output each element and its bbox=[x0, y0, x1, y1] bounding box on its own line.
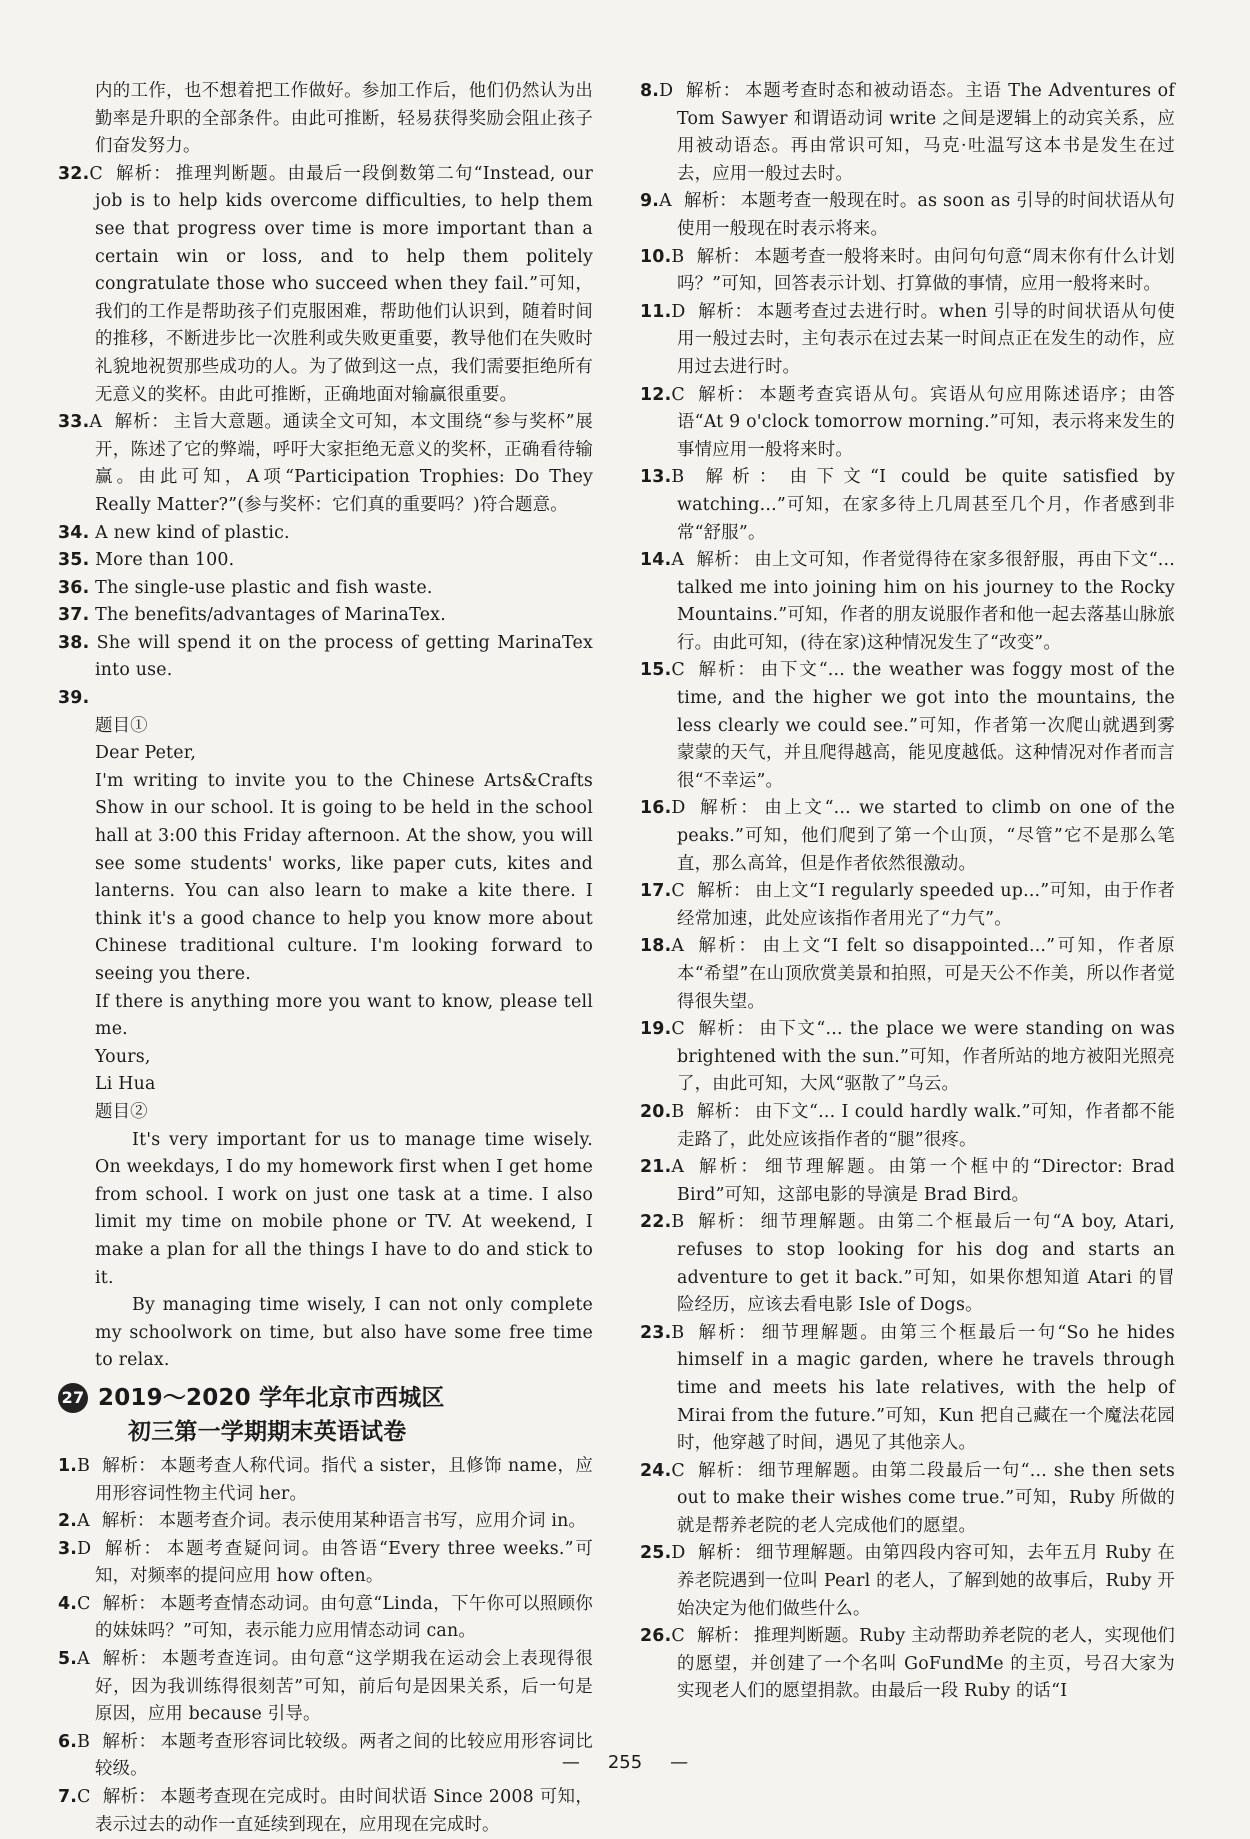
explanation-text: 本题考查现在完成时。由时间状语 Since 2008 可知，表示过去的动作一直延续到现在，应用现在完成时。 bbox=[95, 1787, 593, 1835]
item-number: 2. bbox=[58, 1511, 78, 1532]
item-number: 18. bbox=[640, 936, 672, 957]
answer-letter: A bbox=[659, 191, 672, 212]
item-number: 25. bbox=[640, 1543, 672, 1564]
explanation-label: 解析： bbox=[696, 246, 751, 267]
explanation-text: 细节理解题。由第二个框最后一句“A boy, Atari, refuses to stop looking for his dog and starts an adventure to get it back.”可知，如果你想知道 Atari 的冒险经历，应该去看电影 Isle of Dogs。 bbox=[677, 1212, 1175, 1316]
explanation-text: 本题考查形容词比较级。两者之间的比较应用形容词比较级。 bbox=[95, 1731, 593, 1780]
answer-letter: D bbox=[671, 1543, 686, 1564]
item-number: 22. bbox=[640, 1212, 672, 1233]
page-number-footer bbox=[0, 1752, 1250, 1773]
explanation-label: 解析： bbox=[102, 1731, 157, 1752]
answer-letter: C bbox=[671, 1626, 685, 1647]
explanation-text: 由下文“... I could hardly walk.”可知，作者都不能走路了，此处应该指作者的“腿”很疼。 bbox=[677, 1101, 1175, 1150]
left-column bbox=[58, 78, 593, 1839]
explanation-text: 本题考查时态和被动语态。主语 The Adventures of Tom Sawyer 和谓语动词 write 之间是逻辑上的动宾关系，应用被动语态。再由常识可知，马克·吐温写这本书是发生在过去，应用一般过去时。 bbox=[677, 81, 1175, 184]
answer-item-12 bbox=[640, 382, 1175, 465]
section-heading bbox=[58, 1383, 593, 1447]
explanation-label: 解析： bbox=[102, 1455, 157, 1476]
dash-left: — bbox=[561, 1752, 580, 1773]
explanation-label: 解析： bbox=[696, 1322, 758, 1343]
explanation-label: 解析： bbox=[696, 384, 756, 405]
answer-item-26 bbox=[640, 1623, 1175, 1706]
explanation-label: 解析： bbox=[696, 1212, 757, 1233]
answer-item-1 bbox=[58, 1453, 593, 1508]
explanation-text: 由上文“I felt so disappointed...”可知，作者原本“希望”在山顶欣赏美景和拍照，可是天公不作美，所以作者觉得很失望。 bbox=[677, 936, 1175, 1012]
section-title-line-2: 初三第一学期期末英语试卷 bbox=[128, 1418, 407, 1445]
answer-item-35 bbox=[58, 547, 593, 575]
explanation-label: 解析： bbox=[697, 798, 761, 819]
explanation-text: 本题考查介词。表示使用某种语言书写，应用介词 in。 bbox=[158, 1511, 587, 1532]
item-number: 9. bbox=[640, 191, 660, 212]
explanation-text: 由下文“I could be quite satisfied by watching...”可知，在家多待上几周甚至几个月，作者感到非常“舒服”。 bbox=[677, 467, 1175, 543]
answer-letter: C bbox=[671, 1019, 685, 1040]
explanation-text: 推理判断题。由最后一段倒数第二句“Instead, our job is to help kids overcome difficulties, to help them see that progress over time is more important than a certain win or loss, and to help them politely congratulate those who succeed when they fail.”可知，我们的工作是帮助孩子们克服困难，帮助他们认识到，随着时间的推移，不断进步比一次胜利或失败更重要，教导他们在失败时礼貌地祝贺那些成功的人。为了做到这一点，我们需要拒绝所有无意义的奖杯。由此可推断，正确地面对输赢很重要。 bbox=[95, 163, 593, 405]
answer-letter: B bbox=[77, 1455, 91, 1476]
answer-letter: A bbox=[77, 1649, 90, 1670]
explanation-label: 解析： bbox=[685, 81, 742, 101]
item-number: 14. bbox=[640, 550, 672, 571]
answer-letter: B bbox=[671, 246, 685, 267]
explanation-label: 解析： bbox=[101, 1649, 158, 1670]
item-number: 35. bbox=[58, 550, 90, 571]
explanation-text: 由下文“... the place we were standing on was brightened with the sun.”可知，作者所站的地方被阳光照亮了，由此可知，大风“驱散了”乌云。 bbox=[677, 1019, 1175, 1095]
answer-letter: C bbox=[77, 1787, 91, 1808]
essay-paragraph-2: By managing time wisely, I can not only complete my schoolwork on time, but also have some free time to relax. bbox=[95, 1295, 593, 1371]
section-number-badge: 27 bbox=[58, 1383, 88, 1413]
item-number: 15. bbox=[640, 660, 672, 681]
explanation-label: 解析： bbox=[696, 550, 751, 571]
answer-item-18 bbox=[640, 933, 1175, 1016]
answer-item-4 bbox=[58, 1591, 593, 1646]
answer-item-19 bbox=[640, 1016, 1175, 1099]
explanation-text: 由上文“... we started to climb on one of the peaks.”可知，他们爬到了第一个山顶，“尽管”它不是那么笔直，那么高耸，但是作者依然很激动。 bbox=[677, 798, 1175, 874]
answer-letter: D bbox=[77, 1538, 92, 1559]
item-number: 33. bbox=[58, 412, 90, 433]
explanation-text: 由上文可知，作者觉得待在家多很舒服，再由下文“... talked me into joining him on his journey to the Rocky Mountains.”可知，作者的朋友说服作者和他一起去落基山脉旅行。由此可知，(待在家)这种情况发生了“改变”。 bbox=[677, 550, 1175, 653]
item-number: 1. bbox=[58, 1455, 78, 1476]
item-number: 38. bbox=[58, 632, 90, 653]
item-number: 7. bbox=[58, 1787, 78, 1808]
answer-item-15 bbox=[640, 657, 1175, 795]
page-number: 255 bbox=[607, 1752, 643, 1773]
explanation-label: 解析： bbox=[696, 1019, 756, 1040]
item-number: 24. bbox=[640, 1460, 672, 1481]
explanation-label: 解析： bbox=[683, 191, 737, 212]
answer-text: A new kind of plastic. bbox=[95, 522, 290, 543]
item-number: 19. bbox=[640, 1019, 672, 1040]
item-number: 6. bbox=[58, 1731, 78, 1752]
answer-item-25 bbox=[640, 1540, 1175, 1623]
explanation-label: 解析： bbox=[697, 1543, 753, 1564]
answer-item-24 bbox=[640, 1458, 1175, 1541]
answer-item-36 bbox=[58, 575, 593, 603]
answer-item-33 bbox=[58, 409, 593, 519]
topic-one-label: 题目① bbox=[95, 715, 148, 736]
explanation-text: 细节理解题。由第三个框最后一句“So he hides himself in a magic garden, where he travels through time and meets his late relatives, with the help of Mirai from the future.”可知，Kun 把自己藏在一个魔法花园时，他穿越了时间，遇见了其他亲人。 bbox=[677, 1322, 1175, 1454]
explanation-text: 本题考查连词。由句意“这学期我在运动会上表现得很好，因为我训练得很刻苦”可知，前后句是因果关系，后一句是原因，应用 because 引导。 bbox=[95, 1649, 593, 1725]
item-number: 5. bbox=[58, 1649, 78, 1670]
answer-item-8 bbox=[640, 78, 1175, 188]
explanation-label: 解析： bbox=[697, 301, 753, 322]
explanation-text: 细节理解题。由第一个框中的“Director: Brad Bird”可知，这部电影的导演是 Brad Bird。 bbox=[677, 1157, 1175, 1205]
section-title-line-1: 2019～2020 学年北京市西城区 bbox=[98, 1384, 445, 1411]
answer-item-39 bbox=[58, 685, 593, 713]
item-number: 36. bbox=[58, 577, 90, 598]
answer-letter: D bbox=[671, 301, 686, 322]
item-number: 34. bbox=[58, 522, 90, 543]
item-number: 13. bbox=[640, 467, 672, 488]
item-number: 16. bbox=[640, 798, 672, 819]
continued-explanation: 内的工作，也不想着把工作做好。参加工作后，他们仍然认为出勤率是升职的全部条件。由此可推断，轻易获得奖励会阻止孩子们奋发努力。 bbox=[95, 81, 593, 157]
item-number: 20. bbox=[640, 1101, 672, 1122]
explanation-text: 推理判断题。Ruby 主动帮助养老院的老人，实现他们的愿望，并创建了一个名叫 GoFundMe 的主页，号召大家为实现老人们的愿望捐款。由最后一段 Ruby 的话“I bbox=[677, 1626, 1175, 1702]
answer-text: She will spend it on the process of getting MarinaTex into use. bbox=[95, 632, 593, 681]
answer-item-22 bbox=[640, 1209, 1175, 1319]
answer-letter: B bbox=[671, 467, 685, 488]
answer-letter: D bbox=[659, 81, 674, 101]
item-number: 21. bbox=[640, 1157, 672, 1178]
item-number: 11. bbox=[640, 301, 672, 322]
answer-letter: C bbox=[671, 881, 685, 902]
letter-closing: Yours, bbox=[95, 1046, 151, 1067]
answer-item-21 bbox=[640, 1154, 1175, 1209]
item-number: 26. bbox=[640, 1626, 672, 1647]
answer-item-37 bbox=[58, 602, 593, 630]
explanation-text: 本题考查人称代词。指代 a sister，且修饰 name，应用形容词性物主代词 her。 bbox=[95, 1455, 593, 1504]
answer-text: The single-use plastic and fish waste. bbox=[95, 577, 433, 598]
explanation-label: 解析： bbox=[102, 1787, 157, 1808]
explanation-text: 由上文“I regularly speeded up...”可知，由于作者经常加速，此处应该指作者用光了“力气”。 bbox=[677, 881, 1175, 929]
answer-item-20 bbox=[640, 1099, 1175, 1154]
explanation-text: 本题考查过去进行时。when 引导的时间状语从句使用一般过去时，主句表示在过去某一时间点正在发生的动作，应用过去进行时。 bbox=[677, 301, 1175, 377]
explanation-text: 本题考查情态动词。由句意“Linda，下午你可以照顾你的妹妹吗？”可知，表示能力应用情态动词 can。 bbox=[95, 1593, 593, 1642]
answer-item-10 bbox=[640, 244, 1175, 299]
explanation-label: 解析： bbox=[696, 467, 786, 488]
answer-item-14 bbox=[640, 547, 1175, 657]
answer-letter: A bbox=[77, 1511, 90, 1532]
letter-greeting: Dear Peter, bbox=[95, 743, 197, 764]
answer-item-34 bbox=[58, 520, 593, 548]
answer-item-32 bbox=[58, 161, 593, 409]
explanation-label: 解析： bbox=[114, 163, 172, 184]
explanation-label: 解析： bbox=[696, 936, 759, 957]
explanation-label: 解析： bbox=[696, 1157, 761, 1178]
item-number: 23. bbox=[640, 1322, 672, 1343]
answer-letter: C bbox=[77, 1593, 91, 1614]
item-number: 10. bbox=[640, 246, 672, 267]
answer-letter: C bbox=[671, 660, 685, 681]
answer-item-11 bbox=[640, 299, 1175, 382]
explanation-label: 解析： bbox=[114, 412, 170, 433]
right-column bbox=[640, 78, 1175, 1706]
explanation-text: 本题考查宾语从句。宾语从句应用陈述语序；由答语“At 9 o'clock tomorrow morning.”可知，表示将来发生的事情应用一般将来时。 bbox=[677, 384, 1175, 460]
answer-letter: A bbox=[671, 936, 685, 957]
letter-body: I'm writing to invite you to the Chinese Arts&Crafts Show in our school. It is going to be held in the school hall at 3:00 this Friday afternoon. At the show, you will see some students' works, like paper cuts, kites and lanterns. You can also learn to make a kite there. I think it's a good chance to help you know more about Chinese traditional culture. I'm looking forward to seeing you there. bbox=[95, 770, 593, 984]
answer-item-16 bbox=[640, 795, 1175, 878]
item-number: 12. bbox=[640, 384, 672, 405]
answer-letter: A bbox=[671, 550, 685, 571]
answer-letter: C bbox=[671, 1460, 685, 1481]
explanation-text: 细节理解题。由第二段最后一句“... she then sets out to make their wishes come true.”可知，Ruby 所做的就是帮养老院的老人完成他们的愿望。 bbox=[677, 1460, 1175, 1536]
answer-item-9 bbox=[640, 188, 1175, 243]
explanation-label: 解析： bbox=[102, 1593, 157, 1614]
answer-item-7 bbox=[58, 1784, 593, 1839]
explanation-label: 解析： bbox=[696, 1460, 755, 1481]
item-number: 17. bbox=[640, 881, 672, 902]
answer-item-13 bbox=[640, 464, 1175, 547]
answer-letter: B bbox=[77, 1731, 91, 1752]
answer-letter: C bbox=[671, 384, 685, 405]
explanation-text: 本题考查一般现在时。as soon as 引导的时间状语从句使用一般现在时表示将来。 bbox=[677, 191, 1175, 239]
explanation-label: 解析： bbox=[101, 1511, 155, 1532]
item-number: 4. bbox=[58, 1593, 78, 1614]
item-number: 39. bbox=[58, 688, 90, 709]
explanation-text: 本题考查疑问词。由答语“Every three weeks.”可知，对频率的提问应用 how often。 bbox=[95, 1538, 593, 1587]
item-number: 32. bbox=[58, 163, 90, 184]
letter-signature: Li Hua bbox=[95, 1074, 156, 1095]
answer-letter: A bbox=[89, 412, 103, 433]
answer-text: The benefits/advantages of MarinaTex. bbox=[95, 605, 446, 626]
explanation-text: 本题考查一般将来时。由问句句意“周末你有什么计划吗？”可知，回答表示计划、打算做的事情，应用一般将来时。 bbox=[677, 246, 1175, 295]
item-number: 8. bbox=[640, 81, 660, 101]
answer-letter: C bbox=[89, 163, 103, 184]
explanation-label: 解析： bbox=[696, 1101, 751, 1122]
topic-two-label: 题目② bbox=[95, 1101, 148, 1122]
answer-letter: B bbox=[671, 1322, 685, 1343]
answer-item-23 bbox=[640, 1320, 1175, 1458]
answer-letter: D bbox=[671, 798, 686, 819]
answer-letter: B bbox=[671, 1101, 685, 1122]
dash-right: — bbox=[670, 1752, 689, 1773]
answer-text: More than 100. bbox=[95, 550, 235, 571]
explanation-text: 由下文“... the weather was foggy most of the time, and the higher we got into the mountains, the less clearly we could see.”可知，作者第一次爬山就遇到雾蒙蒙的天气，并且爬得越高，能见度越低。这种情况对作者而言很“不幸运”。 bbox=[677, 660, 1175, 791]
answer-item-5 bbox=[58, 1646, 593, 1729]
explanation-label: 解析： bbox=[696, 660, 757, 681]
letter-body-2: If there is anything more you want to know, please tell me. bbox=[95, 991, 593, 1040]
answer-item-17 bbox=[640, 878, 1175, 933]
explanation-label: 解析： bbox=[696, 1626, 750, 1647]
answer-item-2 bbox=[58, 1508, 593, 1536]
explanation-label: 解析： bbox=[696, 881, 752, 902]
item-number: 3. bbox=[58, 1538, 78, 1559]
answer-letter: B bbox=[671, 1212, 685, 1233]
explanation-text: 主旨大意题。通读全文可知，本文围绕“参与奖杯”展开，陈述了它的弊端，呼吁大家拒绝无意义的奖杯，正确看待输赢。由此可知，A项“Participation Trophies: Do They Really Matter?”(参与奖杯：它们真的重要吗？)符合题意。 bbox=[95, 412, 593, 515]
answer-item-38 bbox=[58, 630, 593, 685]
item-number: 37. bbox=[58, 605, 90, 626]
explanation-label: 解析： bbox=[103, 1538, 163, 1559]
answer-letter: A bbox=[671, 1157, 685, 1178]
essay-paragraph: It's very important for us to manage time wisely. On weekdays, I do my homework first when I get home from school. I work on just one task at a time. I also limit my time on mobile phone or TV. At weekend, I make a plan for all the things I have to do and stick to it. bbox=[95, 1129, 593, 1288]
answer-item-3 bbox=[58, 1536, 593, 1591]
explanation-text: 细节理解题。由第四段内容可知，去年五月 Ruby 在养老院遇到一位叫 Pearl 的老人，了解到她的故事后，Ruby 开始决定为他们做些什么。 bbox=[677, 1543, 1175, 1619]
